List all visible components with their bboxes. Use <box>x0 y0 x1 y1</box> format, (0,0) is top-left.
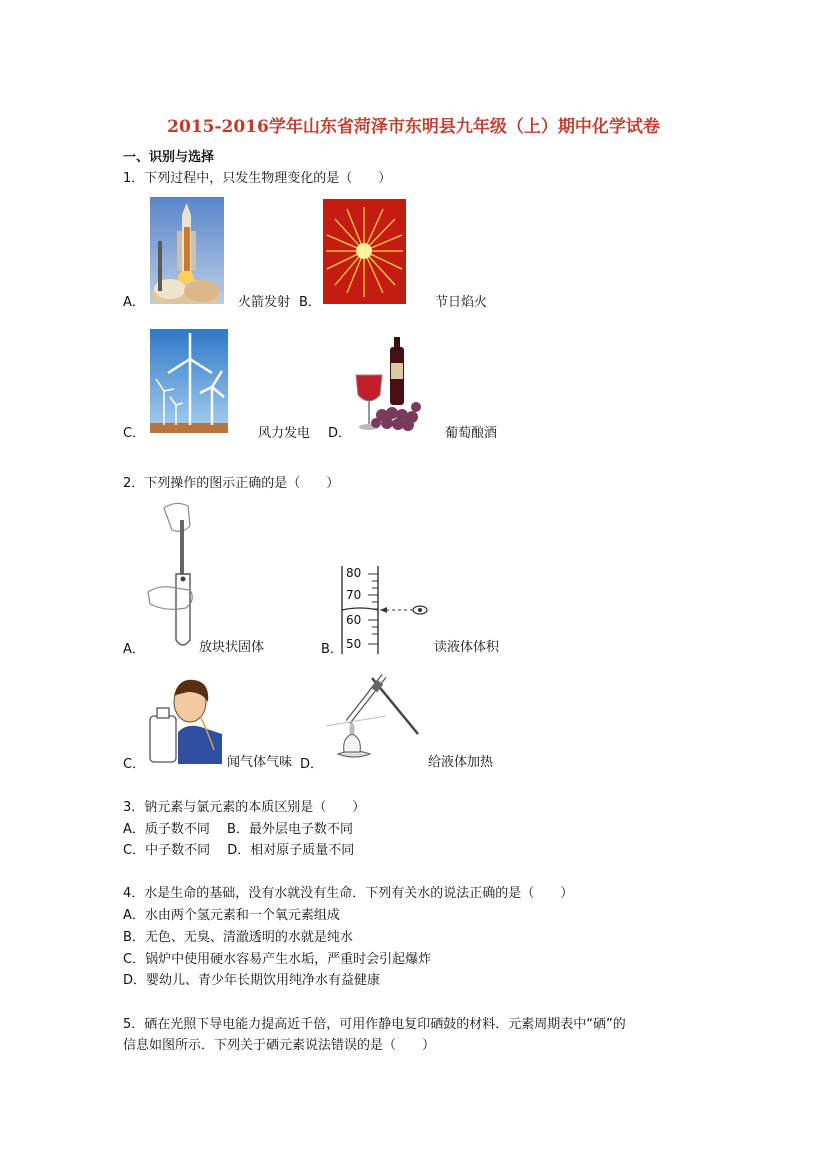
q2-option-b-text: 读液体体积 <box>434 640 500 655</box>
page-title: 2015-2016学年山东省菏泽市东明县九年级（上）期中化学试卷 <box>167 117 660 137</box>
q4-option-d: D．婴幼儿、青少年长期饮用纯净水有益健康 <box>123 973 381 988</box>
q2-option-a-letter: A． <box>123 642 145 657</box>
q1-option-b-letter: B． <box>299 295 321 310</box>
wind-turbines-image <box>150 329 228 433</box>
q1-option-b-text: 节日焰火 <box>435 295 488 310</box>
smelling-gas-image <box>148 672 226 764</box>
q1-option-c-text: 风力发电 <box>258 426 311 441</box>
q4-option-b: B．无色、无臭、清澈透明的水就是纯水 <box>123 930 353 945</box>
q2-option-a-text: 放块状固体 <box>199 640 265 655</box>
q4-option-a: A．水由两个氢元素和一个氧元素组成 <box>123 908 340 923</box>
graduated-cylinder-image <box>338 562 430 654</box>
solid-into-tube-image <box>146 500 206 652</box>
q1-option-d-text: 葡萄酿酒 <box>445 426 498 441</box>
fireworks-image <box>323 199 406 304</box>
q1-option-d-letter: D． <box>328 426 352 441</box>
q3-options-line1: A．质子数不同 B．最外层电子数不同 <box>123 822 353 837</box>
cylinder-tick-60: 60 <box>346 613 362 627</box>
q1-option-a-letter: A． <box>123 295 145 310</box>
q2-option-c-text: 闻气体气味 <box>227 755 293 770</box>
q1-option-c-letter: C． <box>123 426 146 441</box>
q4-option-c: C．锅炉中使用硬水容易产生水垢，严重时会引起爆炸 <box>123 952 432 967</box>
cylinder-tick-80: 80 <box>346 566 362 580</box>
q5-stem-line1: 5．硒在光照下导电能力提高近千倍，可用作静电复印硒鼓的材料．元素周期表中“硒”的 <box>123 1017 626 1032</box>
q1-option-a-text: 火箭发射 <box>238 295 291 310</box>
q2-option-c-letter: C． <box>123 757 146 772</box>
cylinder-tick-50: 50 <box>346 637 362 651</box>
q2-option-d-letter: D． <box>300 757 324 772</box>
q2-stem: 2．下列操作的图示正确的是（ ） <box>123 476 340 491</box>
q4-stem: 4．水是生命的基础，没有水就没有生命．下列有关水的说法正确的是（ ） <box>123 886 574 901</box>
rocket-launch-image <box>150 197 224 304</box>
cylinder-tick-70: 70 <box>346 588 362 602</box>
heating-liquid-image <box>322 668 422 768</box>
q1-stem: 1．下列过程中，只发生物理变化的是（ ） <box>123 171 392 186</box>
q5-stem-line2: 信息如图所示．下列关于硒元素说法错误的是（ ） <box>123 1038 436 1053</box>
q3-options-line2: C．中子数不同 D．相对原子质量不同 <box>123 843 355 858</box>
section-heading: 一、识别与选择 <box>123 150 215 165</box>
q2-option-b-letter: B． <box>321 642 343 657</box>
grapes-wine-image <box>352 335 422 433</box>
q3-stem: 3．钠元素与氯元素的本质区别是（ ） <box>123 800 366 815</box>
q2-option-d-text: 给液体加热 <box>428 755 494 770</box>
